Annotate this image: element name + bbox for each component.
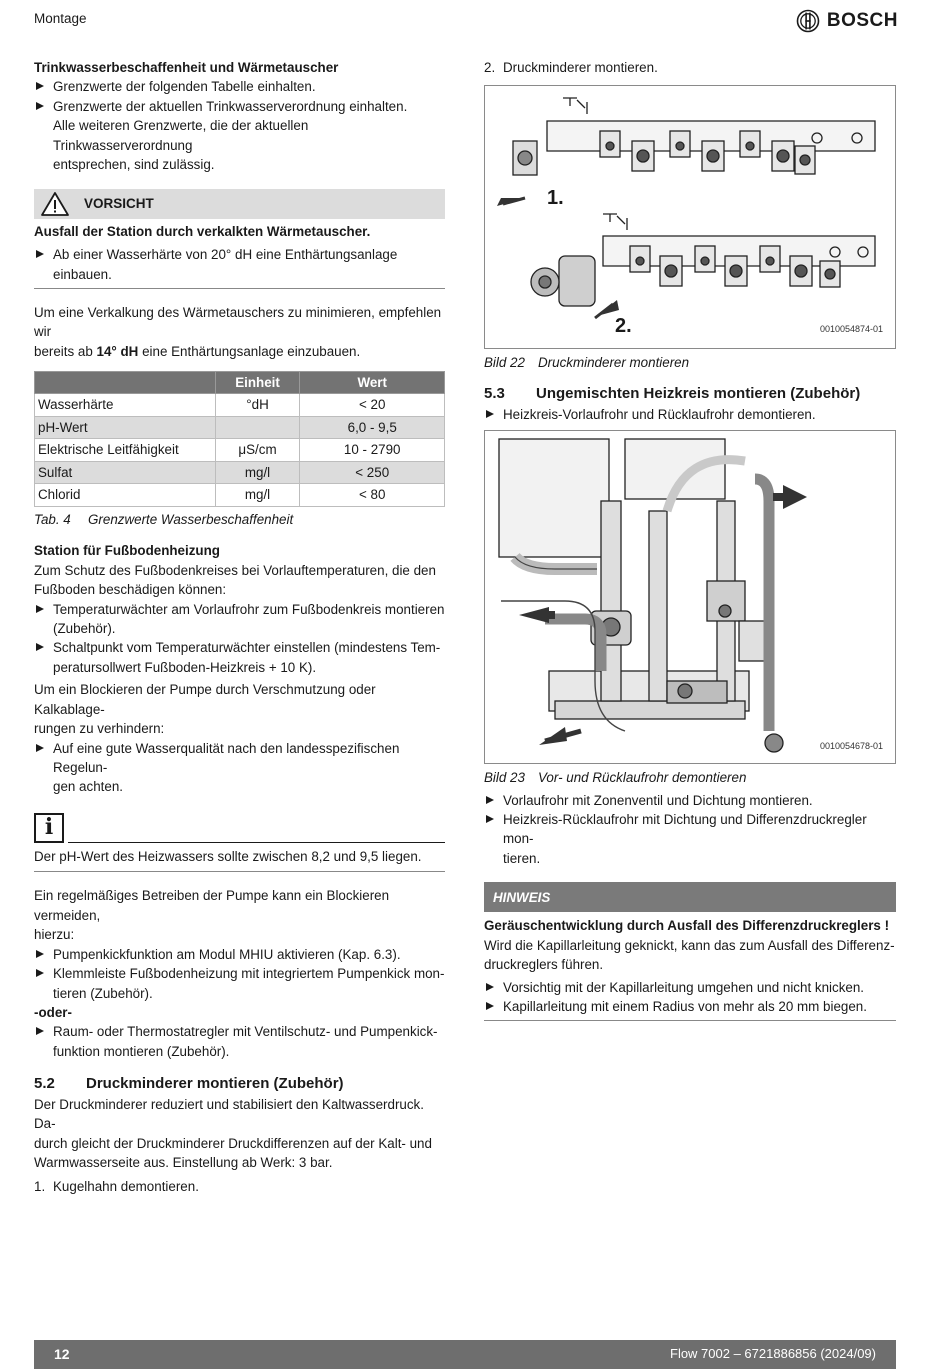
table-row: Chlorid mg/l < 80 (35, 484, 445, 507)
list-item: Heizkreis-Vorlaufrohr und Rücklaufrohr demontieren. (484, 405, 896, 424)
figure-code: 0010054874-01 (819, 324, 883, 335)
paragraph-block: Um ein Blockieren der Pumpe durch Verschmutzung oder Kalkablage- rungen zu verhindern: (34, 682, 376, 737)
warning-triangle-icon (40, 191, 70, 217)
list-item: Ab einer Wasserhärte von 20° dH eine Enthärtungsanlage einbauen. (34, 245, 445, 289)
left-column (34, 58, 445, 1196)
heating-circuit-illustration (485, 431, 895, 763)
figure-code: 0010054678-01 (819, 741, 883, 752)
caution-label: VORSICHT (84, 195, 154, 211)
list-item: Vorlaufrohr mit Zonenventil und Dichtung montieren. (484, 791, 896, 810)
caution-title: Ausfall der Station durch verkalkten Wärmetauscher. (34, 223, 371, 239)
notice-paragraph: Wird die Kapillarleitung geknickt, kann das zum Ausfall des Differenz- druckreglers führen. (484, 937, 895, 973)
table-row: Wasserhärte °dH < 20 (35, 394, 445, 417)
step-item: 1. Kugelhahn demontieren. (34, 1178, 199, 1194)
paragraph-floor: Zum Schutz des Fußbodenkreises bei Vorlauftemperaturen, die den Fußboden beschädigen können: (34, 562, 436, 598)
col-header-unit: Einheit (215, 372, 300, 394)
step-item: 2. Druckminderer montieren. (484, 60, 658, 75)
table-row: Sulfat mg/l < 250 (35, 461, 445, 484)
brand-wordmark: BOSCH (826, 10, 898, 31)
table-row: Elektrische Leitfähigkeit μS/cm 10 - 2790 (35, 439, 445, 462)
figure-step-label: 2. (615, 315, 632, 338)
info-icon: i (34, 813, 64, 843)
running-header: Montage (34, 11, 87, 26)
list-item: Grenzwerte der aktuellen Trinkwasserverordnung einhalten. Alle weiteren Grenzwerte, die der aktuellen Trinkwasserverordnung entsprechen, sind zulässig. (34, 97, 445, 175)
list-item: Auf eine gute Wasserqualität nach den landesspezifischen Regelun- gen achten. (34, 739, 445, 797)
section-heading-5-3: 5.3 Ungemischten Heizkreis montieren (Zubehör) (484, 384, 861, 402)
caution-bar (34, 189, 445, 219)
page-number: 12 (54, 1346, 70, 1363)
page-footer (34, 1340, 896, 1369)
section-heading-5-2: 5.2 Druckminderer montieren (Zubehör) (34, 1075, 344, 1093)
water-limits-table (34, 371, 445, 507)
table-caption: Tab. 4 Grenzwerte Wasserbeschaffenheit (34, 511, 294, 527)
list-item: Temperaturwächter am Vorlaufrohr zum Fußbodenkreis montieren (Zubehör). (34, 600, 445, 639)
list-item: Grenzwerte der folgenden Tabelle einhalten. (34, 77, 445, 96)
or-separator: -oder- (34, 1004, 72, 1020)
info-note (34, 813, 445, 843)
brand-logo (796, 7, 898, 35)
list-item: Vorsichtig mit der Kapillarleitung umgehen und nicht knicken. (484, 978, 896, 997)
figure-23 (484, 430, 896, 764)
figure-22 (484, 85, 896, 349)
pressure-reducer-illustration (485, 86, 895, 348)
table-row: pH-Wert 6,0 - 9,5 (35, 416, 445, 439)
info-text: Der pH-Wert des Heizwassers sollte zwischen 8,2 und 9,5 liegen. (34, 847, 445, 872)
notice-title: Geräuschentwicklung durch Ausfall des Differenzdruckreglers ! (484, 918, 890, 934)
figure-caption: Bild 22 Druckminderer montieren (484, 355, 690, 371)
notice-bar: HINWEIS (484, 882, 896, 912)
list-item: Schaltpunkt vom Temperaturwächter einstellen (mindestens Tem- peratursollwert Fußboden-Heizkreis + 10 K). (34, 638, 445, 677)
heading-water-quality: Trinkwasserbeschaffenheit und Wärmetauscher (34, 60, 339, 75)
col-header-value: Wert (300, 372, 445, 394)
document-id: Flow 7002 – 6721886856 (2024/09) (670, 1346, 876, 1362)
paragraph-5-2: Der Druckminderer reduziert und stabilisiert den Kaltwasserdruck. Da- durch gleicht der Druckminderer Druckdifferenzen auf der Kalt- und Warmwasserseite aus. Einstellung ab Werk: 3 bar. (34, 1097, 432, 1171)
list-item: Klemmleiste Fußbodenheizung mit integriertem Pumpenkick mon- tieren (Zubehör). (34, 964, 445, 1003)
list-item: Kapillarleitung mit einem Radius von mehr als 20 mm biegen. (484, 997, 896, 1021)
right-column (484, 58, 896, 1021)
paragraph-calcification: Um eine Verkalkung des Wärmetauschers zu minimieren, empfehlen wir bereits ab 14° dH eine Enthärtungsanlage einzubauen. (34, 304, 442, 359)
figure-caption: Bild 23 Vor- und Rücklaufrohr demontieren (484, 770, 747, 786)
list-item: Raum- oder Thermostatregler mit Ventilschutz- und Pumpenkick- funktion montieren (Zubehör). (34, 1022, 445, 1061)
figure-step-label: 1. (547, 187, 564, 210)
list-item: Pumpenkickfunktion am Modul MHIU aktivieren (Kap. 6.3). (34, 945, 445, 964)
list-item: Heizkreis-Rücklaufrohr mit Dichtung und Differenzdruckregler mon- tieren. (484, 810, 896, 868)
heading-floor-heating: Station für Fußbodenheizung (34, 543, 220, 559)
bosch-armature-icon (796, 9, 820, 33)
paragraph-pump: Ein regelmäßiges Betreiben der Pumpe kann ein Blockieren vermeiden, hierzu: (34, 888, 390, 943)
